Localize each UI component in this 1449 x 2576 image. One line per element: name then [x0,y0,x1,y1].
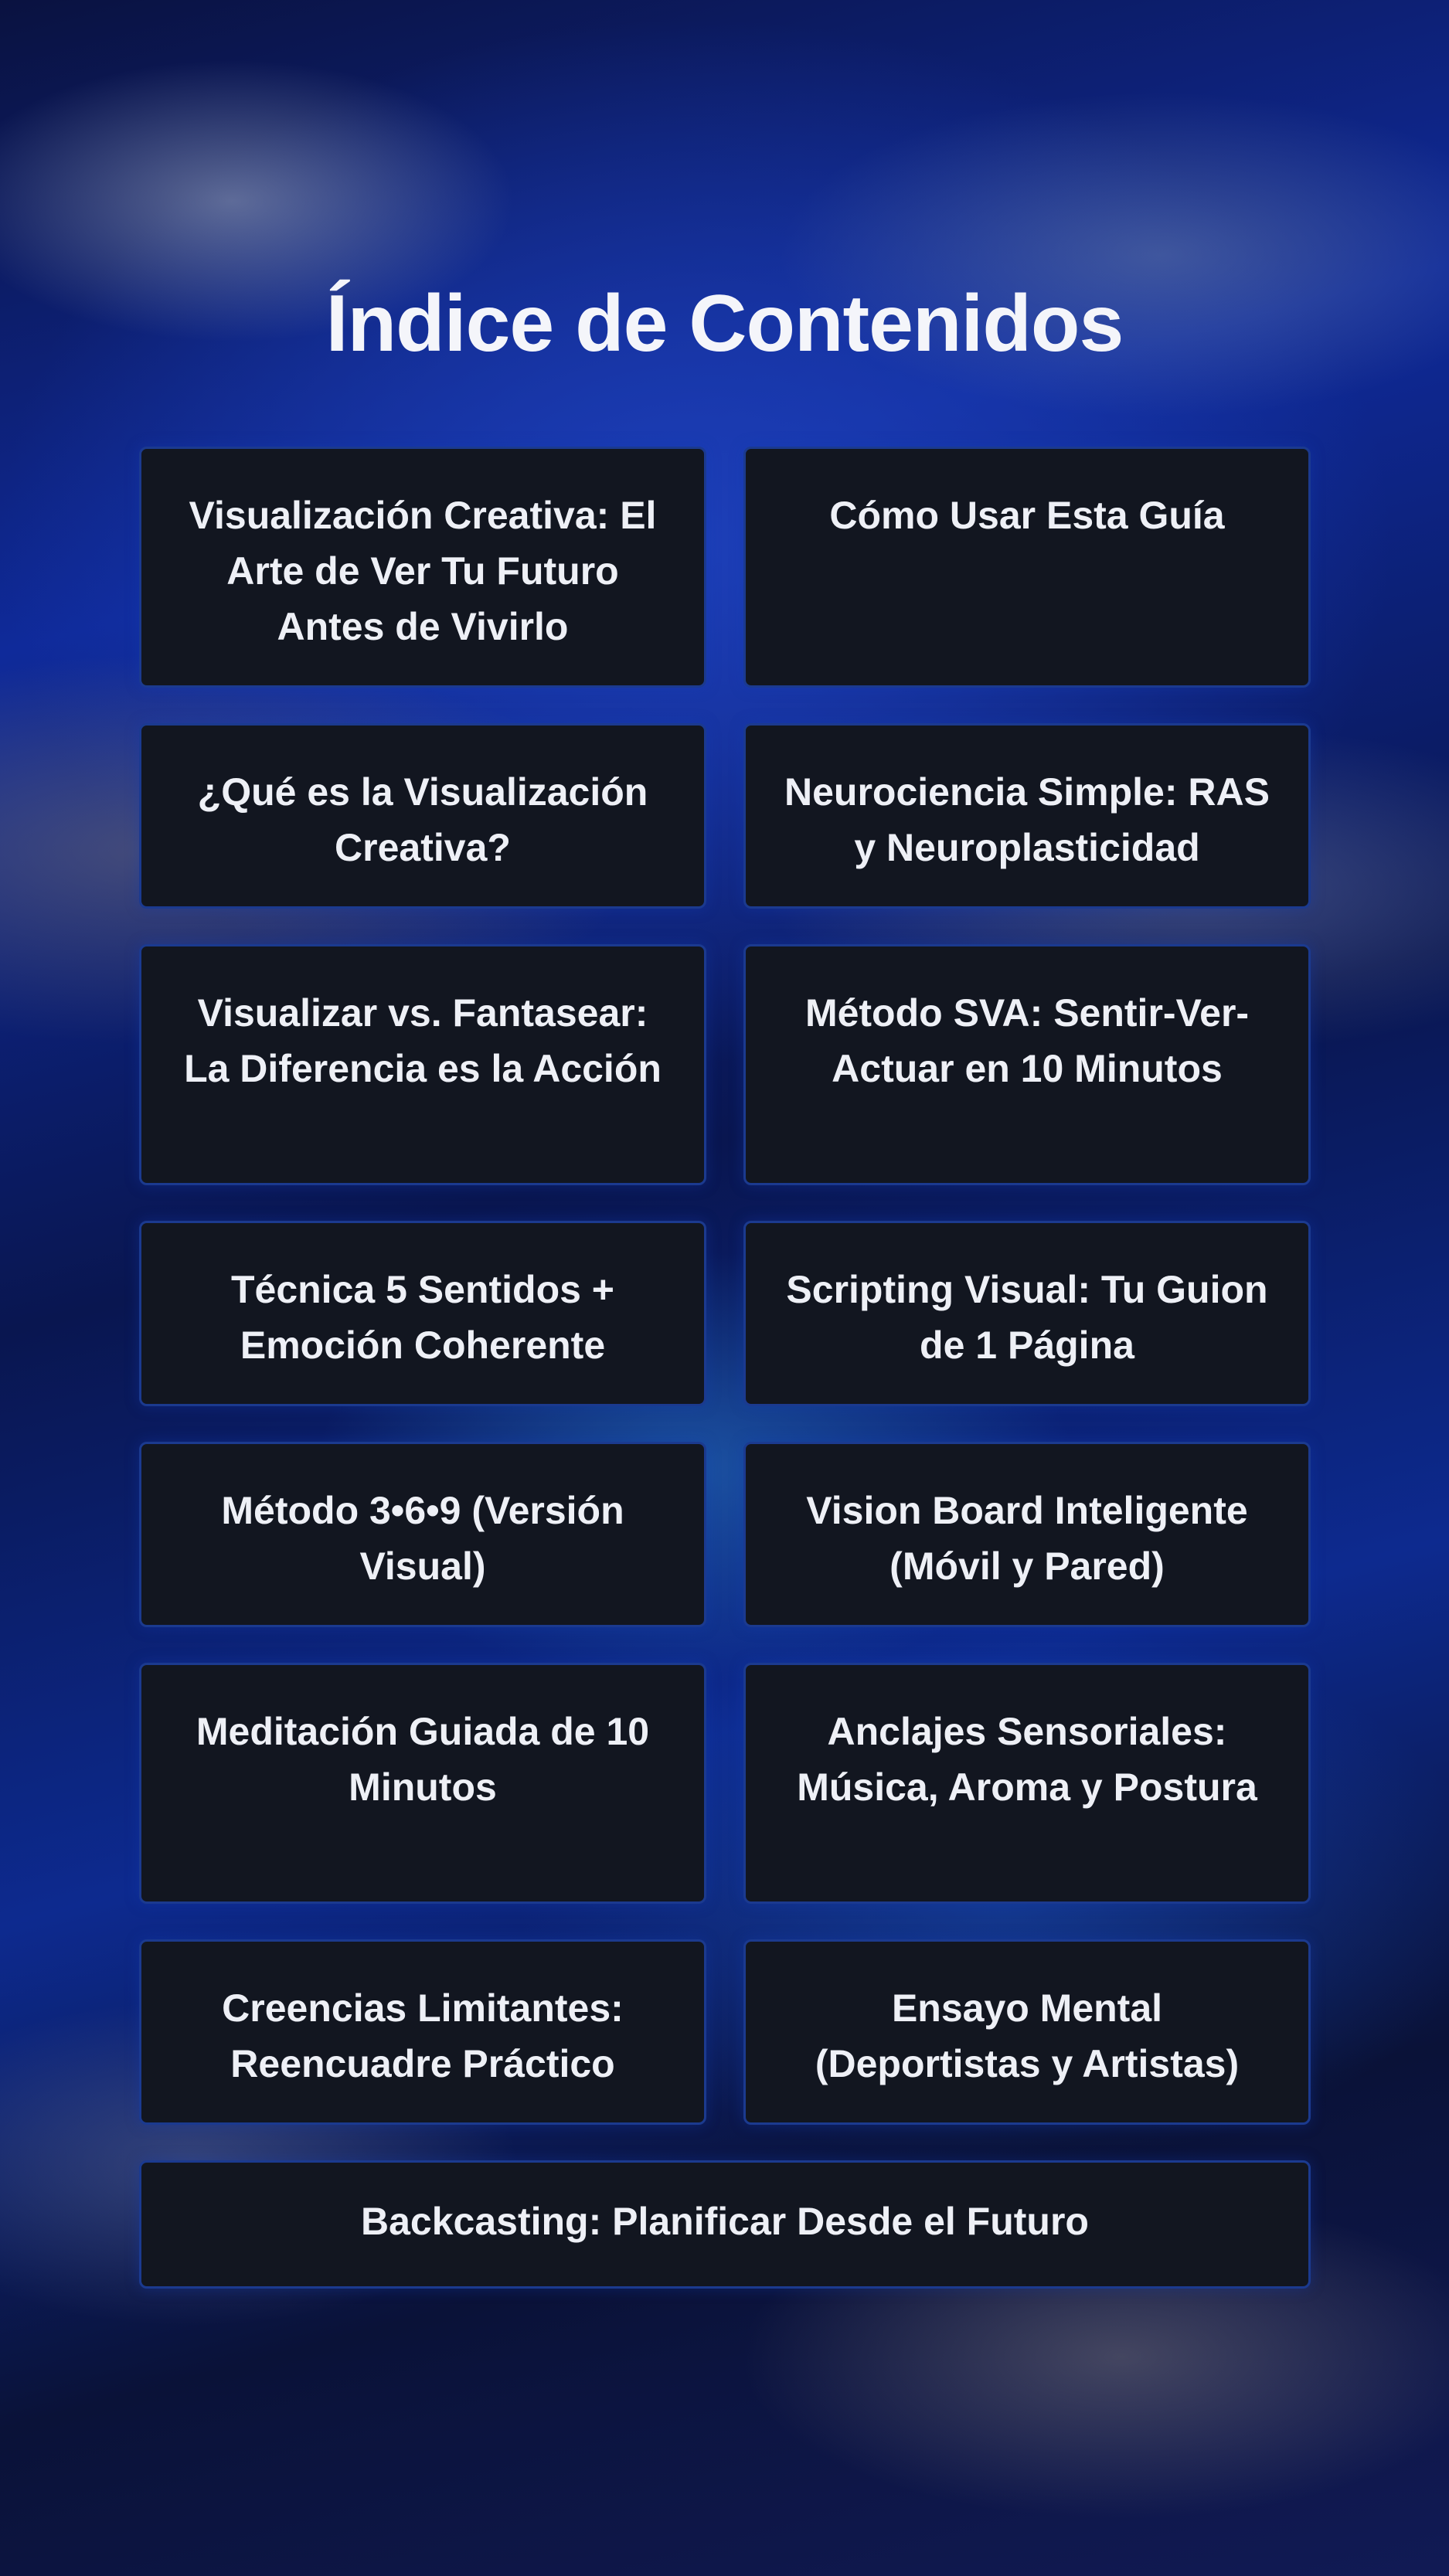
toc-item[interactable]: Técnica 5 Sentidos + Emoción Coherente [139,1221,706,1406]
toc-item[interactable]: Visualización Creativa: El Arte de Ver Tu Futuro Antes de Vivirlo [139,447,706,688]
toc-item[interactable]: Ensayo Mental (Deportistas y Artistas) [743,1939,1311,2125]
toc-item[interactable]: Backcasting: Planificar Desde el Futuro [139,2160,1311,2289]
toc-item[interactable]: Método SVA: Sentir-Ver-Actuar en 10 Minutos [743,944,1311,1185]
toc-item[interactable]: Visualizar vs. Fantasear: La Diferencia es la Acción [139,944,706,1185]
toc-item[interactable]: Cómo Usar Esta Guía [743,447,1311,688]
toc-item[interactable]: Meditación Guiada de 10 Minutos [139,1663,706,1904]
toc-item[interactable]: ¿Qué es la Visualización Creativa? [139,723,706,909]
page-title: Índice de Contenidos [325,279,1124,369]
toc-item[interactable]: Método 3•6•9 (Versión Visual) [139,1442,706,1627]
toc-item[interactable]: Anclajes Sensoriales: Música, Aroma y Postura [743,1663,1311,1904]
toc-item[interactable]: Creencias Limitantes: Reencuadre Práctico [139,1939,706,2125]
toc-item[interactable]: Scripting Visual: Tu Guion de 1 Página [743,1221,1311,1406]
toc-item[interactable]: Neurociencia Simple: RAS y Neuroplasticidad [743,723,1311,909]
toc-item[interactable]: Vision Board Inteligente (Móvil y Pared) [743,1442,1311,1627]
